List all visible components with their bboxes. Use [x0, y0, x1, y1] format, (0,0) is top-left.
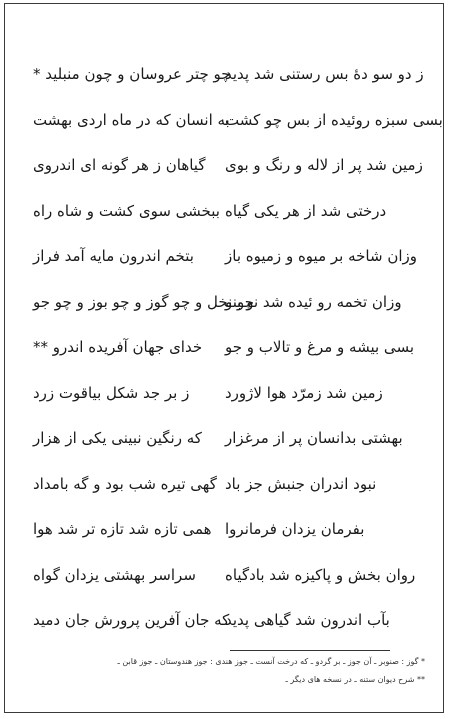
hemistich-left: سراسر بهشتی یزدان گواه — [33, 566, 196, 584]
verse-row — [5, 509, 445, 549]
verse-row — [5, 100, 445, 140]
verse-row — [5, 600, 445, 640]
hemistich-left: به انسان که در ماه اردی بهشت — [33, 111, 230, 129]
hemistich-right: درختی شد از هر یکی گیاه — [225, 202, 387, 220]
hemistich-left: که رنگین نبینی یکی از هزار — [33, 429, 202, 447]
hemistich-right: نبود اندران جنبش جز باد — [225, 475, 377, 493]
verse-row — [5, 54, 445, 94]
hemistich-left: چو نخل و چو گوز و چو بوز و چو جو — [33, 293, 255, 311]
hemistich-left: ز بر جد شکل بیاقوت زرد — [33, 384, 190, 402]
hemistich-right: وزان تخمه رو ئیده شد نو بنو — [225, 293, 402, 311]
verse-row — [5, 327, 445, 367]
footnote-divider — [230, 650, 390, 651]
hemistich-left: که جان آفرین پرورش جان دمید — [33, 611, 230, 629]
hemistich-left: بتخم اندرون مایه آمد فراز — [33, 247, 194, 265]
hemistich-right: بسی سبزه روئیده از بس چو کشت — [225, 111, 443, 129]
hemistich-right: زمین شد زمرّد هوا لاژورد — [225, 384, 383, 402]
verse-row — [5, 145, 445, 185]
verse-row — [5, 418, 445, 458]
hemistich-right: بفرمان یزدان فرمانروا — [225, 520, 365, 538]
hemistich-left: ببخشی سوی کشت و شاه راه — [33, 202, 220, 220]
hemistich-right: بسی بیشه و مرغ و تالاب و جو — [225, 338, 414, 356]
hemistich-right: ز دو سو دهٔ بس رستنی شد پدید — [225, 65, 424, 83]
verse-row — [5, 464, 445, 504]
hemistich-right: زمین شد پر از لاله و رنگ و بوی — [225, 156, 423, 174]
verse-row — [5, 373, 445, 413]
verse-row — [5, 191, 445, 231]
verse-row — [5, 555, 445, 595]
footnote-1: * گوز : صنوبر ـ آن جوز ـ بر گردو ـ که درخت آنست ـ جوز هندی : جوز هندوستان ـ جوز قابن ـ — [117, 657, 425, 666]
hemistich-left: گهی تیره شب بود و گه بامداد — [33, 475, 217, 493]
hemistich-right: روان بخش و پاکیزه شد بادگیاه — [225, 566, 416, 584]
manuscript-page — [4, 3, 444, 713]
hemistich-left: چو چتر عروسان و چون منبلید * — [33, 65, 231, 83]
hemistich-left: خدای جهان آفریده اندرو ** — [33, 338, 203, 356]
footnote-2: ** شرح دیوان ستنه ـ در نسخه های دیگر ـ — [285, 675, 425, 684]
hemistich-left: گیاهان ز هر گونه ای اندروی — [33, 156, 206, 174]
hemistich-left: همی تازه شد تازه تر شد هوا — [33, 520, 212, 538]
verse-row — [5, 236, 445, 276]
verse-row — [5, 282, 445, 322]
hemistich-right: بآب اندرون شد گیاهی پدید — [225, 611, 390, 629]
hemistich-right: وزان شاخه بر میوه و زمیوه باز — [225, 247, 417, 265]
hemistich-right: بهشتی بدانسان پر از مرغزار — [225, 429, 403, 447]
